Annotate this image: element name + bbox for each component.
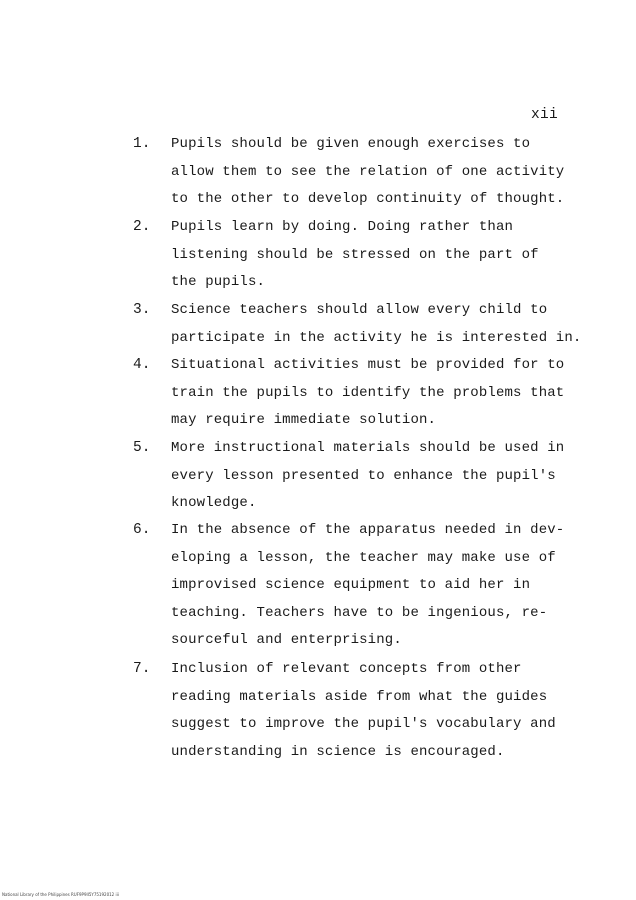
list-item-line: More instructional materials should be used in: [171, 440, 565, 456]
list-item-line: the pupils.: [171, 274, 266, 291]
page-number: xii: [530, 107, 558, 123]
footer-stamp: National Library of the Philippines RUF9P9II5Y75192012 iii: [2, 892, 119, 897]
list-item-line: sourceful and enterprising.: [171, 632, 402, 649]
list-item-number: 4.: [133, 357, 151, 373]
list-item-line: allow them to see the relation of one activity: [171, 163, 565, 180]
list-item-line: In the absence of the apparatus needed in dev-: [171, 522, 565, 538]
list-item-number: 2.: [133, 219, 151, 235]
list-item-number: 7.: [133, 661, 151, 677]
list-item-line: to the other to develop continuity of thought.: [171, 191, 565, 208]
list-item-line: Situational activities must be provided for to: [171, 357, 565, 373]
list-item-line: improvised science equipment to aid her in: [171, 577, 531, 594]
list-item-line: every lesson presented to enhance the pupil's: [171, 467, 556, 484]
list-item-line: Inclusion of relevant concepts from other: [171, 661, 522, 677]
list-item-line: train the pupils to identify the problems that: [171, 384, 565, 401]
list-item-line: may require immediate solution.: [171, 412, 437, 429]
list-item-line: reading materials aside from what the guides: [171, 688, 548, 705]
list-item-line: eloping a lesson, the teacher may make use of: [171, 549, 556, 566]
list-item-line: Science teachers should allow every child to: [171, 302, 548, 318]
list-item-line: listening should be stressed on the part of: [171, 246, 539, 263]
list-item-line: suggest to improve the pupil's vocabulary and: [171, 716, 556, 733]
list-item-number: 1.: [133, 136, 151, 152]
list-item-line: participate in the activity he is interested in.: [171, 329, 582, 346]
list-item-line: understanding in science is encouraged.: [171, 743, 505, 760]
list-item-line: Pupils should be given enough exercises to: [171, 136, 531, 152]
list-item-number: 3.: [133, 302, 151, 318]
list-item-line: Pupils learn by doing. Doing rather than: [171, 219, 514, 235]
list-item-number: 5.: [133, 440, 151, 456]
list-item-line: teaching. Teachers have to be ingenious, re-: [171, 604, 548, 621]
list-item-line: knowledge.: [171, 495, 257, 512]
list-item-number: 6.: [133, 522, 151, 538]
